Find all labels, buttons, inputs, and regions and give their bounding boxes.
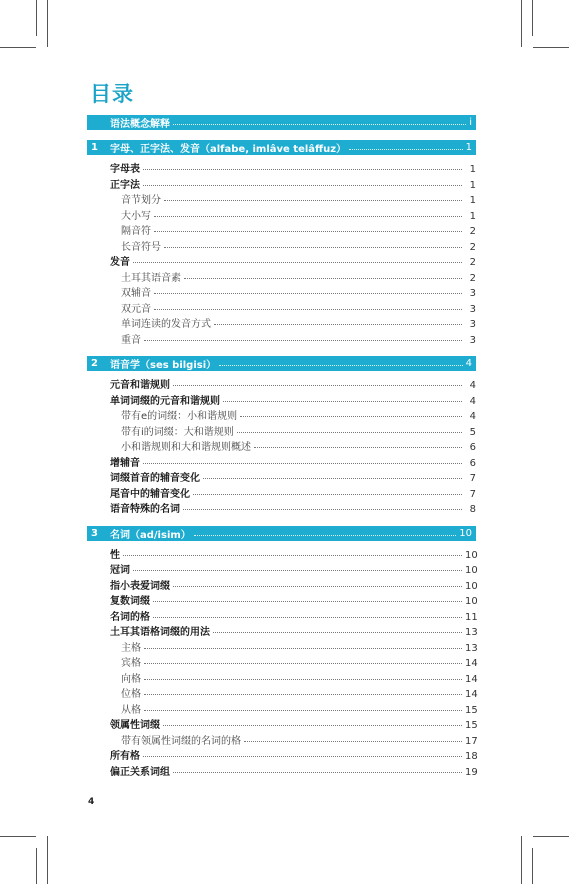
- chapter-header[interactable]: [87, 140, 476, 155]
- chapter-page: 10: [459, 527, 472, 539]
- toc-subentry[interactable]: [87, 331, 476, 347]
- entry-label: 双元音: [121, 303, 151, 315]
- toc-subentry[interactable]: [87, 732, 476, 748]
- entry-page: 10: [465, 580, 478, 592]
- dot-leader: [154, 216, 462, 217]
- dot-leader: [213, 632, 462, 633]
- entry-page: 6: [469, 442, 476, 453]
- entry-page: 5: [469, 426, 476, 438]
- entry-page: 11: [465, 611, 478, 623]
- entry-page: 1: [469, 195, 476, 206]
- entry-page: 7: [469, 473, 476, 484]
- dot-leader: [173, 586, 462, 587]
- toc-entry[interactable]: [87, 623, 476, 639]
- crop-mark: [0, 836, 36, 837]
- toc-entry[interactable]: [87, 716, 476, 732]
- toc-subentry[interactable]: [87, 423, 476, 439]
- toc-entry[interactable]: [87, 763, 476, 779]
- entry-label: 语音特殊的名词: [110, 504, 180, 515]
- entry-label: 冠词: [110, 565, 130, 576]
- dot-leader: [184, 278, 462, 279]
- dot-leader: [164, 247, 462, 248]
- dot-leader: [240, 416, 462, 417]
- entry-label: 性: [110, 549, 120, 561]
- dot-leader: [223, 401, 462, 402]
- toc-subentry[interactable]: [87, 300, 476, 316]
- entry-page: 4: [469, 380, 476, 391]
- entry-page: 10: [465, 596, 478, 607]
- chapter-number: 2: [91, 358, 98, 369]
- entry-label: 重音: [121, 334, 141, 346]
- dot-leader: [173, 385, 462, 386]
- entry-page: 3: [469, 288, 476, 299]
- toc-subentry[interactable]: [87, 685, 476, 701]
- toc-subentry[interactable]: [87, 222, 476, 238]
- dot-leader: [183, 509, 462, 510]
- entry-page: 3: [469, 334, 476, 346]
- dot-leader: [153, 617, 462, 618]
- toc-entry[interactable]: [87, 546, 476, 562]
- entry-page: 10: [465, 565, 478, 576]
- dot-leader: [153, 601, 462, 602]
- dot-leader: [133, 262, 462, 263]
- toc-subentry[interactable]: [87, 284, 476, 300]
- toc-entry[interactable]: [87, 500, 476, 516]
- entry-page: 4: [469, 395, 476, 407]
- crop-mark: [47, 0, 48, 47]
- toc-entry[interactable]: [87, 253, 476, 269]
- entry-page: 3: [469, 303, 476, 315]
- toc-entry[interactable]: [87, 561, 476, 577]
- dot-leader: [194, 535, 456, 536]
- entry-label: 名词的格: [110, 611, 150, 623]
- entry-label: 增辅音: [110, 457, 140, 469]
- dot-leader: [143, 463, 462, 464]
- dot-leader: [144, 679, 462, 680]
- dot-leader: [144, 710, 462, 711]
- chapter-number: 3: [91, 527, 98, 539]
- dot-leader: [143, 169, 462, 170]
- toc-subentry[interactable]: [87, 701, 476, 717]
- dot-leader: [254, 447, 462, 448]
- dot-leader: [143, 756, 462, 757]
- entry-label: 复数词缀: [110, 596, 150, 607]
- toc-subentry[interactable]: [87, 639, 476, 655]
- entry-page: 7: [469, 488, 476, 500]
- toc-section: [87, 140, 476, 346]
- dot-leader: [219, 365, 462, 366]
- dot-leader: [154, 293, 462, 294]
- entry-label: 土耳其语音素: [121, 272, 181, 284]
- entry-page: 1: [469, 210, 476, 222]
- dot-leader: [144, 340, 462, 341]
- dot-leader: [193, 494, 462, 495]
- entry-page: 18: [465, 751, 478, 762]
- toc-subentry[interactable]: [87, 315, 476, 331]
- toc-entry[interactable]: [87, 454, 476, 470]
- chapter-header[interactable]: [87, 356, 476, 371]
- entry-label: 向格: [121, 673, 141, 685]
- entry-label: 带有e的词缀：小和谐规则: [121, 411, 238, 422]
- dot-leader: [144, 663, 462, 664]
- entry-label: 单词词缀的元音和谐规则: [110, 395, 220, 407]
- toc-entry[interactable]: [87, 577, 476, 593]
- toc-subentry[interactable]: [87, 191, 476, 207]
- chapter-title: 字母、正字法、发音（alfabe, imlâve telâffuz）: [110, 144, 347, 155]
- entry-label: 所有格: [110, 751, 140, 762]
- entry-page: 14: [465, 658, 478, 669]
- toc-entry[interactable]: [87, 469, 476, 485]
- toc-subentry[interactable]: [87, 207, 476, 223]
- dot-leader: [144, 694, 462, 695]
- entry-label: 长音符号: [121, 241, 161, 253]
- entry-label: 主格: [121, 642, 141, 654]
- dot-leader: [123, 555, 462, 556]
- page-number: 4: [88, 797, 95, 807]
- entry-page: 10: [465, 549, 478, 561]
- crop-mark: [533, 47, 569, 48]
- crop-mark: [47, 836, 48, 884]
- toc-section: [87, 356, 476, 516]
- dot-leader: [203, 478, 462, 479]
- entry-page: 2: [469, 226, 476, 237]
- entry-page: 2: [469, 241, 476, 253]
- entry-label: 大小写: [121, 210, 151, 222]
- entry-page: 14: [465, 673, 478, 685]
- entry-label: 领属性词缀: [110, 720, 160, 731]
- entry-label: 发音: [110, 257, 130, 268]
- dot-leader: [164, 200, 462, 201]
- toc-entry[interactable]: [87, 485, 476, 501]
- chapter-page: 4: [465, 358, 472, 369]
- table-of-contents: [87, 115, 476, 788]
- entry-page: 13: [465, 627, 478, 638]
- dot-leader: [244, 741, 462, 742]
- entry-label: 隔音符: [121, 226, 151, 237]
- entry-page: 13: [465, 642, 478, 654]
- chapter-title: 语法概念解释: [110, 119, 170, 130]
- dot-leader: [214, 324, 462, 325]
- crop-mark: [36, 0, 37, 36]
- entry-page: 2: [469, 272, 476, 284]
- chapter-page: i: [469, 117, 472, 128]
- toc-entry[interactable]: [87, 592, 476, 608]
- dot-leader: [143, 185, 462, 186]
- toc-entry[interactable]: [87, 392, 476, 408]
- dot-leader: [154, 309, 462, 310]
- entry-label: 宾格: [121, 658, 141, 669]
- entry-page: 1: [469, 164, 476, 175]
- entry-page: 19: [465, 766, 478, 778]
- dot-leader: [173, 124, 466, 125]
- crop-mark: [533, 836, 569, 837]
- dot-leader: [163, 725, 462, 726]
- entry-label: 双辅音: [121, 288, 151, 299]
- entry-page: 3: [469, 319, 476, 330]
- toc-subentry[interactable]: [87, 238, 476, 254]
- toc-entry[interactable]: [87, 747, 476, 763]
- crop-mark: [532, 848, 533, 884]
- toc-entry[interactable]: [87, 608, 476, 624]
- toc-subentry[interactable]: [87, 407, 476, 423]
- toc-entry[interactable]: [87, 160, 476, 176]
- toc-entry[interactable]: [87, 376, 476, 392]
- entry-page: 6: [469, 457, 476, 469]
- toc-subentry[interactable]: [87, 438, 476, 454]
- chapter-header[interactable]: [87, 526, 476, 541]
- toc-entry[interactable]: [87, 176, 476, 192]
- toc-subentry[interactable]: [87, 269, 476, 285]
- entry-page: 8: [469, 504, 476, 515]
- crop-mark: [521, 0, 522, 47]
- entry-page: 15: [465, 720, 478, 731]
- entry-page: 14: [465, 689, 478, 700]
- entry-label: 土耳其语格词缀的用法: [110, 627, 210, 638]
- entry-label: 位格: [121, 689, 141, 700]
- entry-label: 元音和谐规则: [110, 380, 170, 391]
- entry-label: 带有领属性词缀的名词的格: [121, 735, 241, 747]
- entry-page: 17: [465, 735, 478, 747]
- entry-label: 指小表爱词缀: [110, 580, 170, 592]
- crop-mark: [36, 848, 37, 884]
- dot-leader: [144, 648, 462, 649]
- toc-subentry[interactable]: [87, 670, 476, 686]
- entry-label: 小和谐规则和大和谐规则概述: [121, 442, 251, 453]
- toc-section: [87, 526, 476, 779]
- entry-label: 音节划分: [121, 195, 161, 206]
- page-title: 目录: [90, 82, 134, 106]
- entry-label: 正字法: [110, 179, 140, 191]
- chapter-page: 1: [465, 142, 472, 153]
- crop-mark: [0, 47, 36, 48]
- entry-page: 1: [469, 179, 476, 191]
- dot-leader: [154, 231, 462, 232]
- entry-page: 2: [469, 257, 476, 268]
- crop-mark: [521, 836, 522, 884]
- entry-label: 字母表: [110, 164, 140, 175]
- chapter-title: 名词（ad/isim）: [110, 529, 191, 541]
- toc-section: [87, 115, 476, 130]
- crop-mark: [532, 0, 533, 36]
- entry-label: 尾音中的辅音变化: [110, 488, 190, 500]
- entry-label: 偏正关系词组: [110, 766, 170, 778]
- toc-subentry[interactable]: [87, 654, 476, 670]
- chapter-header[interactable]: [87, 115, 476, 130]
- chapter-title: 语音学（ses bilgisi）: [110, 360, 217, 371]
- entry-label: 从格: [121, 704, 141, 716]
- entry-label: 词缀首音的辅音变化: [110, 473, 200, 484]
- dot-leader: [133, 570, 462, 571]
- entry-page: 15: [465, 704, 478, 716]
- dot-leader: [349, 149, 463, 150]
- entry-label: 单词连读的发音方式: [121, 319, 211, 330]
- dot-leader: [173, 772, 462, 773]
- entry-label: 带有i的词缀：大和谐规则: [121, 426, 234, 438]
- entry-page: 4: [469, 411, 476, 422]
- chapter-number: 1: [91, 142, 98, 153]
- dot-leader: [237, 432, 462, 433]
